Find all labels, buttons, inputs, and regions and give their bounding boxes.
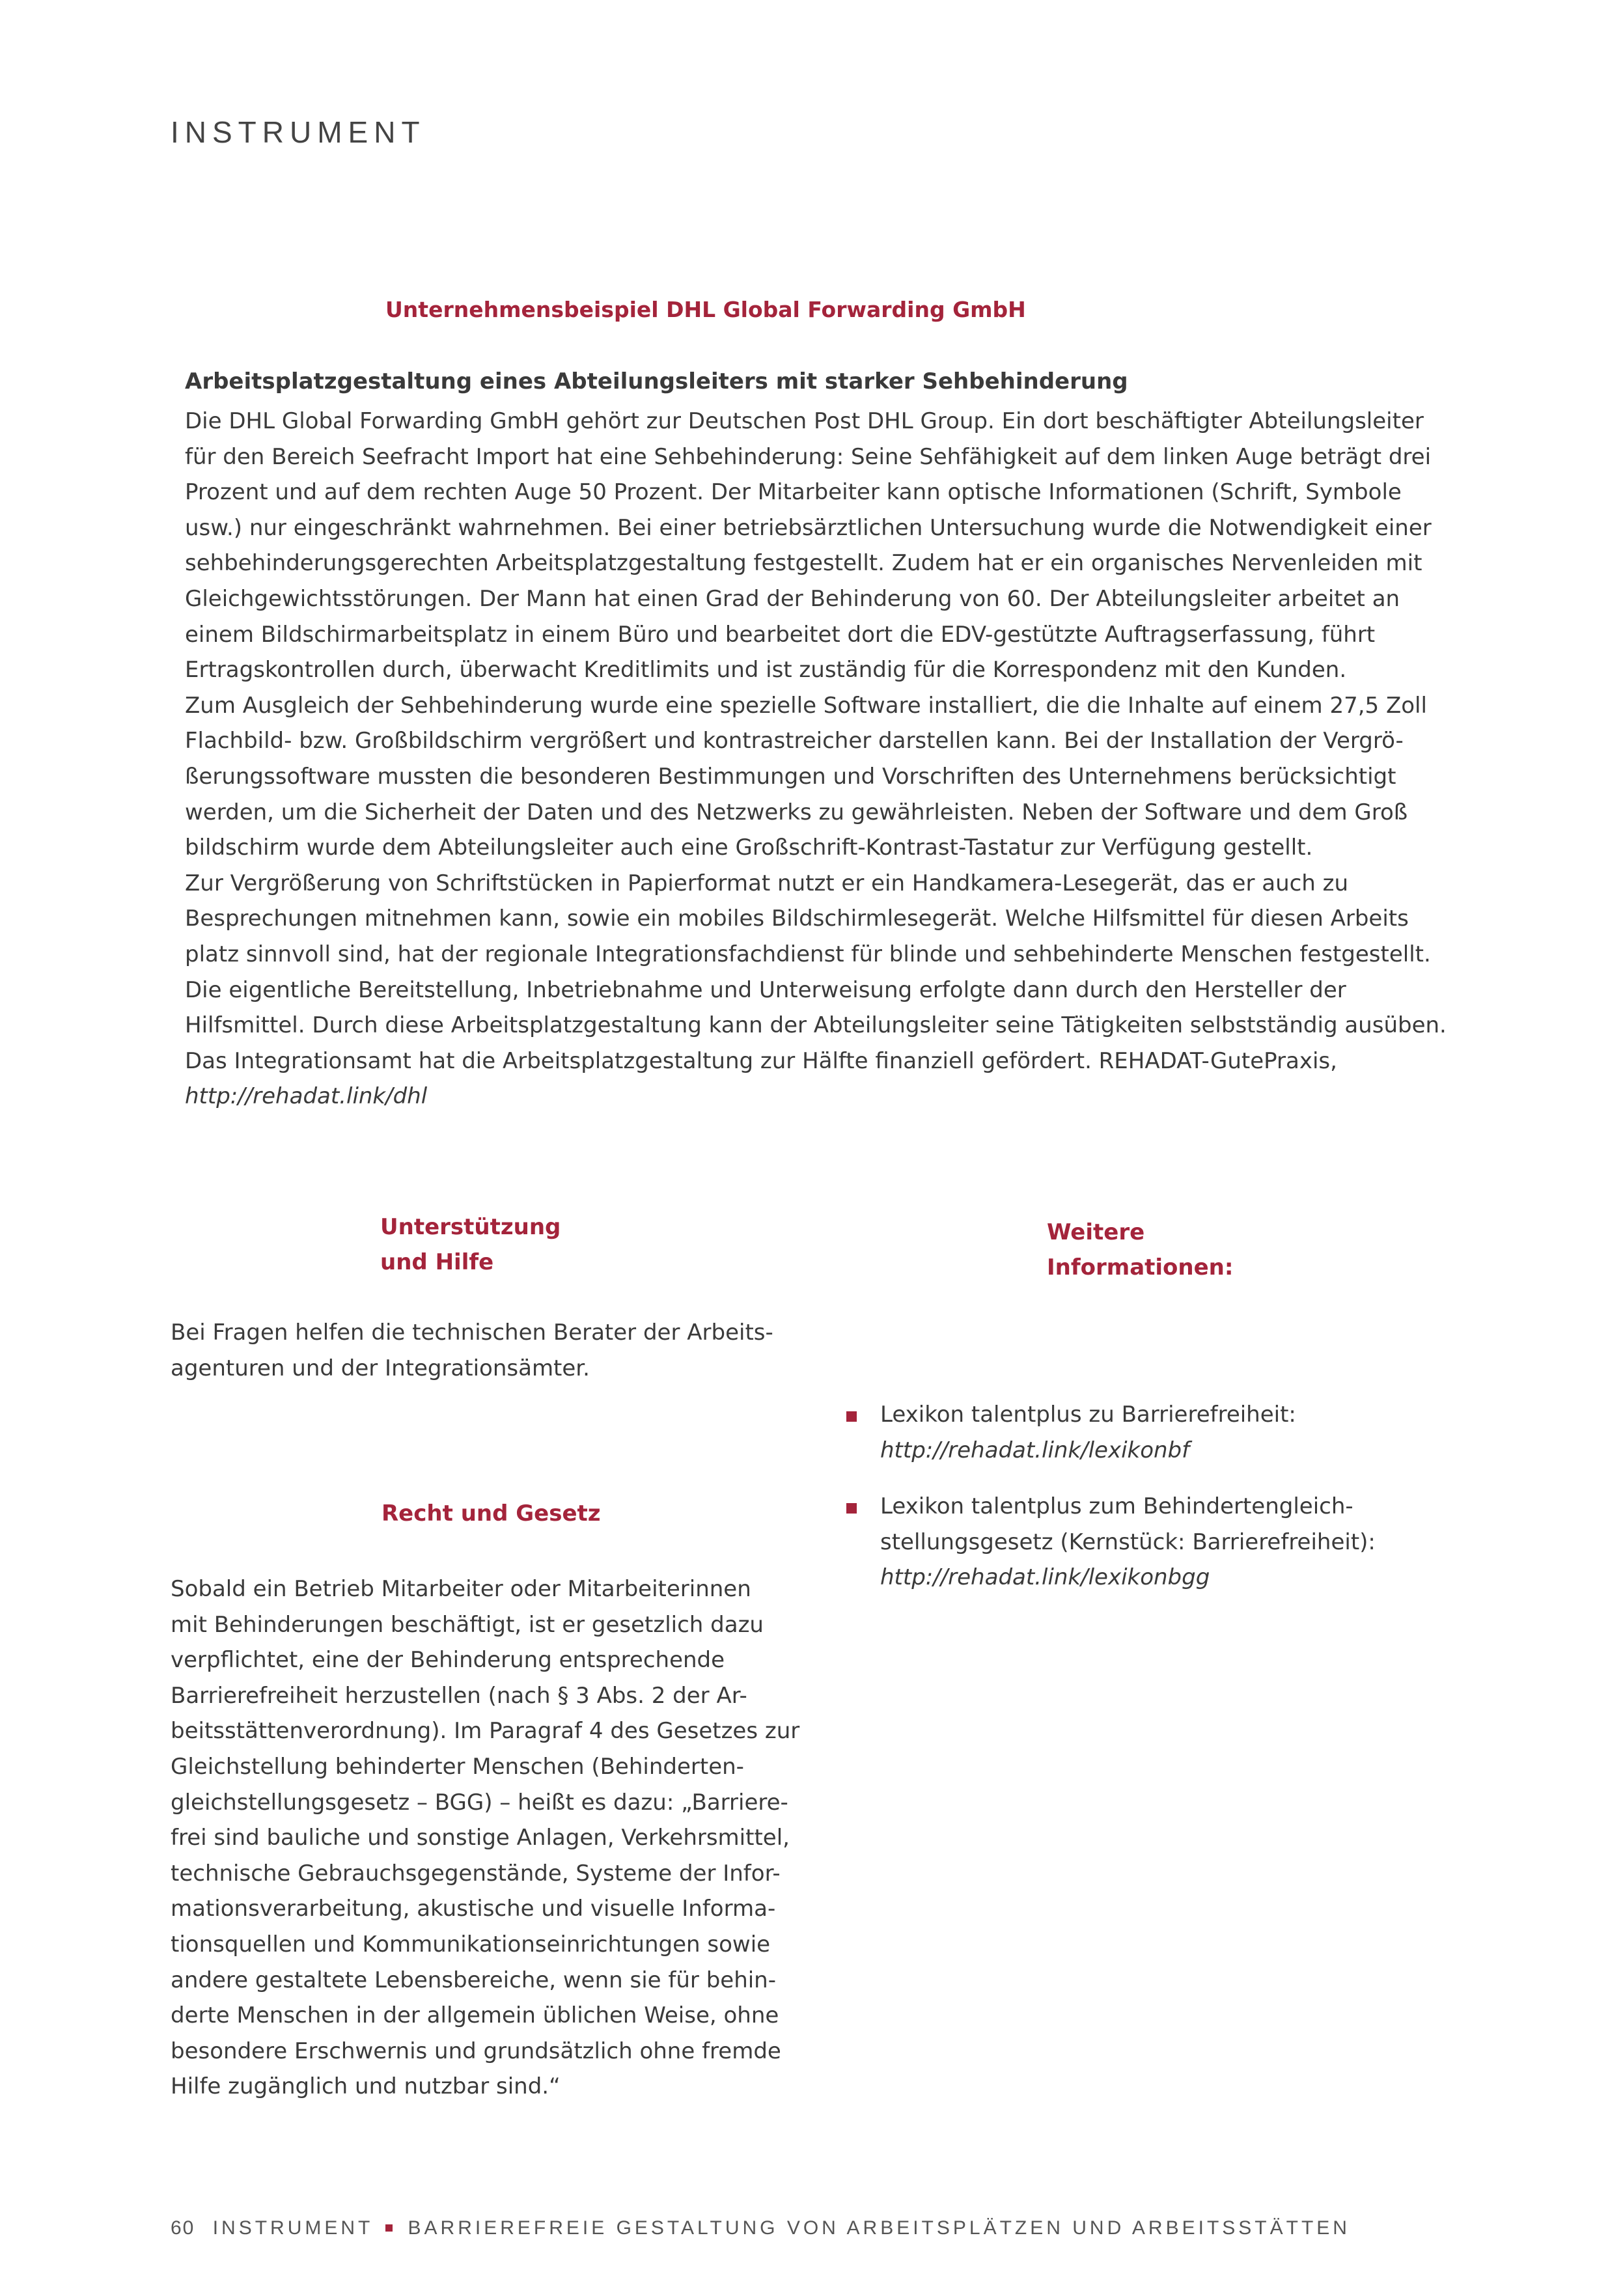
body-line: Ertragskontrollen durch, überwacht Kreditlimits und ist zuständig für die Korrespondenz mit den Kunden.	[185, 657, 1347, 684]
law-line: frei sind bauliche und sonstige Anlagen, Verkehrsmittel,	[171, 1825, 790, 1851]
law-line: tionsquellen und Kommunikationseinrichtungen sowie	[171, 1931, 771, 1957]
list-item	[844, 1489, 1430, 1596]
list-item-text: stellungsgesetz (Kernstück: Barrierefreiheit):	[880, 1528, 1376, 1555]
support-heading-line: und Hilfe	[380, 1249, 494, 1275]
case-study-heading: Unternehmensbeispiel DHL Global Forwarding GmbH	[385, 297, 1026, 322]
square-bullet-icon	[846, 1503, 857, 1514]
more-info-heading-line: Weitere	[1047, 1219, 1145, 1245]
law-line: andere gestaltete Lebensbereiche, wenn sie für behin-	[171, 1967, 777, 1993]
more-info-list	[844, 1397, 1430, 1616]
support-line: Bei Fragen helfen die technischen Berater der Arbeits-	[171, 1320, 773, 1346]
footer-title: BARRIEREFREIE GESTALTUNG VON ARBEITSPLÄTZEN UND ARBEITSSTÄTTEN	[408, 2217, 1350, 2239]
body-line: usw.) nur eingeschränkt wahrnehmen. Bei einer betriebsärztlichen Untersuchung wurde die Notwendigkeit einer	[185, 514, 1432, 541]
list-item-text: Lexikon talentplus zum Behindertengleich-	[880, 1493, 1353, 1520]
body-line: platz sinnvoll sind, hat der regionale Integrationsfachdienst für blinde und sehbehinderte Menschen festgestellt.	[185, 941, 1431, 967]
law-line: mationsverarbeitung, akustische und visuelle Informa-	[171, 1896, 776, 1922]
body-line: Die DHL Global Forwarding GmbH gehört zur Deutschen Post DHL Group. Ein dort beschäftigter Abteilungsleiter	[185, 408, 1424, 434]
law-line: verpflichtet, eine der Behinderung entsprechende	[171, 1647, 725, 1674]
square-separator-icon	[385, 2224, 393, 2232]
law-line: derte Menschen in der allgemein üblichen Weise, ohne	[171, 2002, 779, 2029]
case-study-body	[185, 404, 1487, 1114]
law-line: Sobald ein Betrieb Mitarbeiter oder Mitarbeiterinnen	[171, 1576, 751, 1602]
list-item-link[interactable]: http://rehadat.link/lexikonbf	[880, 1437, 1190, 1463]
law-line: technische Gebrauchsgegenstände, Systeme der Infor-	[171, 1860, 781, 1887]
law-heading: Recht und Gesetz	[381, 1501, 601, 1527]
support-heading-line: Unterstützung	[380, 1214, 561, 1240]
body-line: Die eigentliche Bereitstellung, Inbetriebnahme und Unterweisung erfolgte dann durch den Hersteller der	[185, 976, 1346, 1003]
body-line: Gleichgewichtsstörungen. Der Mann hat einen Grad der Behinderung von 60. Der Abteilungsleiter arbeitet an	[185, 585, 1400, 612]
support-line: agenturen und der Integrationsämter.	[171, 1355, 590, 1381]
section-header: INSTRUMENT	[171, 115, 426, 149]
case-study-title: Arbeitsplatzgestaltung eines Abteilungsleiters mit starker Sehbehinderung	[185, 368, 1128, 394]
square-bullet-icon	[846, 1411, 857, 1422]
law-body	[171, 1571, 800, 2105]
body-line: Hilfsmittel. Durch diese Arbeitsplatzgestaltung kann der Abteilungsleiter seine Tätigkeiten selbstständig ausüben.	[185, 1012, 1447, 1039]
body-line: bildschirm wurde dem Abteilungsleiter auch eine Großschrift-Kontrast-Tastatur zur Verfügung gestellt.	[185, 835, 1313, 861]
body-line: einem Bildschirmarbeitsplatz in einem Büro und bearbeitet dort die EDV-gestützte Auftragserfassung, führt	[185, 621, 1376, 648]
body-line: Zum Ausgleich der Sehbehinderung wurde eine spezielle Software installiert, die die Inhalte auf einem 27,5 Zoll	[185, 692, 1427, 719]
list-item-text: Lexikon talentplus zu Barrierefreiheit:	[880, 1402, 1296, 1428]
body-line: Zur Vergrößerung von Schriftstücken in Papierformat nutzt er ein Handkamera-Lesegerät, das er auch zu	[185, 870, 1349, 896]
body-line: Prozent und auf dem rechten Auge 50 Prozent. Der Mitarbeiter kann optische Informationen (Schrift, Symbole	[185, 479, 1402, 506]
body-line: sehbehinderungsgerechten Arbeitsplatzgestaltung festgestellt. Zudem hat er ein organisches Nervenleiden mit	[185, 550, 1422, 577]
case-study-link[interactable]: http://rehadat.link/dhl	[185, 1083, 428, 1110]
law-line: Barrierefreiheit herzustellen (nach § 3 Abs. 2 der Ar-	[171, 1682, 747, 1709]
support-heading	[380, 1210, 561, 1280]
body-line: Besprechungen mitnehmen kann, sowie ein mobiles Bildschirmlesegerät. Welche Hilfsmittel für diesen Arbeits	[185, 906, 1409, 932]
body-line: Flachbild- bzw. Großbildschirm vergrößert und kontrastreicher darstellen kann. Bei der Installation der Vergrö-	[185, 728, 1404, 754]
body-line: für den Bereich Seefracht Import hat eine Sehbehinderung: Seine Sehfähigkeit auf dem linken Auge beträgt drei	[185, 443, 1432, 470]
law-line: beitsstättenverordnung). Im Paragraf 4 des Gesetzes zur	[171, 1718, 800, 1745]
list-item-link[interactable]: http://rehadat.link/lexikonbgg	[880, 1564, 1210, 1591]
page-footer	[171, 2217, 1350, 2239]
body-line: ßerungssoftware mussten die besonderen Bestimmungen und Vorschriften des Unternehmens berücksichtigt	[185, 763, 1396, 790]
law-line: mit Behinderungen beschäftigt, ist er gesetzlich dazu	[171, 1611, 764, 1638]
body-line: Das Integrationsamt hat die Arbeitsplatzgestaltung zur Hälfte finanziell gefördert. REHADAT-GutePraxis,	[185, 1047, 1337, 1074]
more-info-heading	[1047, 1215, 1233, 1285]
law-line: Gleichstellung behinderter Menschen (Behinderten-	[171, 1753, 744, 1780]
support-body	[171, 1315, 796, 1386]
law-line: besondere Erschwernis und grundsätzlich ohne fremde	[171, 2038, 781, 2064]
page-number: 60	[171, 2217, 195, 2239]
footer-section: INSTRUMENT	[212, 2217, 373, 2239]
list-item	[844, 1397, 1430, 1468]
law-line: Hilfe zugänglich und nutzbar sind.“	[171, 2073, 561, 2100]
body-line: werden, um die Sicherheit der Daten und des Netzwerks zu gewährleisten. Neben der Software und dem Groß	[185, 799, 1408, 825]
more-info-heading-line: Informationen:	[1047, 1254, 1234, 1280]
law-line: gleichstellungsgesetz – BGG) – heißt es dazu: „Barriere-	[171, 1789, 788, 1816]
